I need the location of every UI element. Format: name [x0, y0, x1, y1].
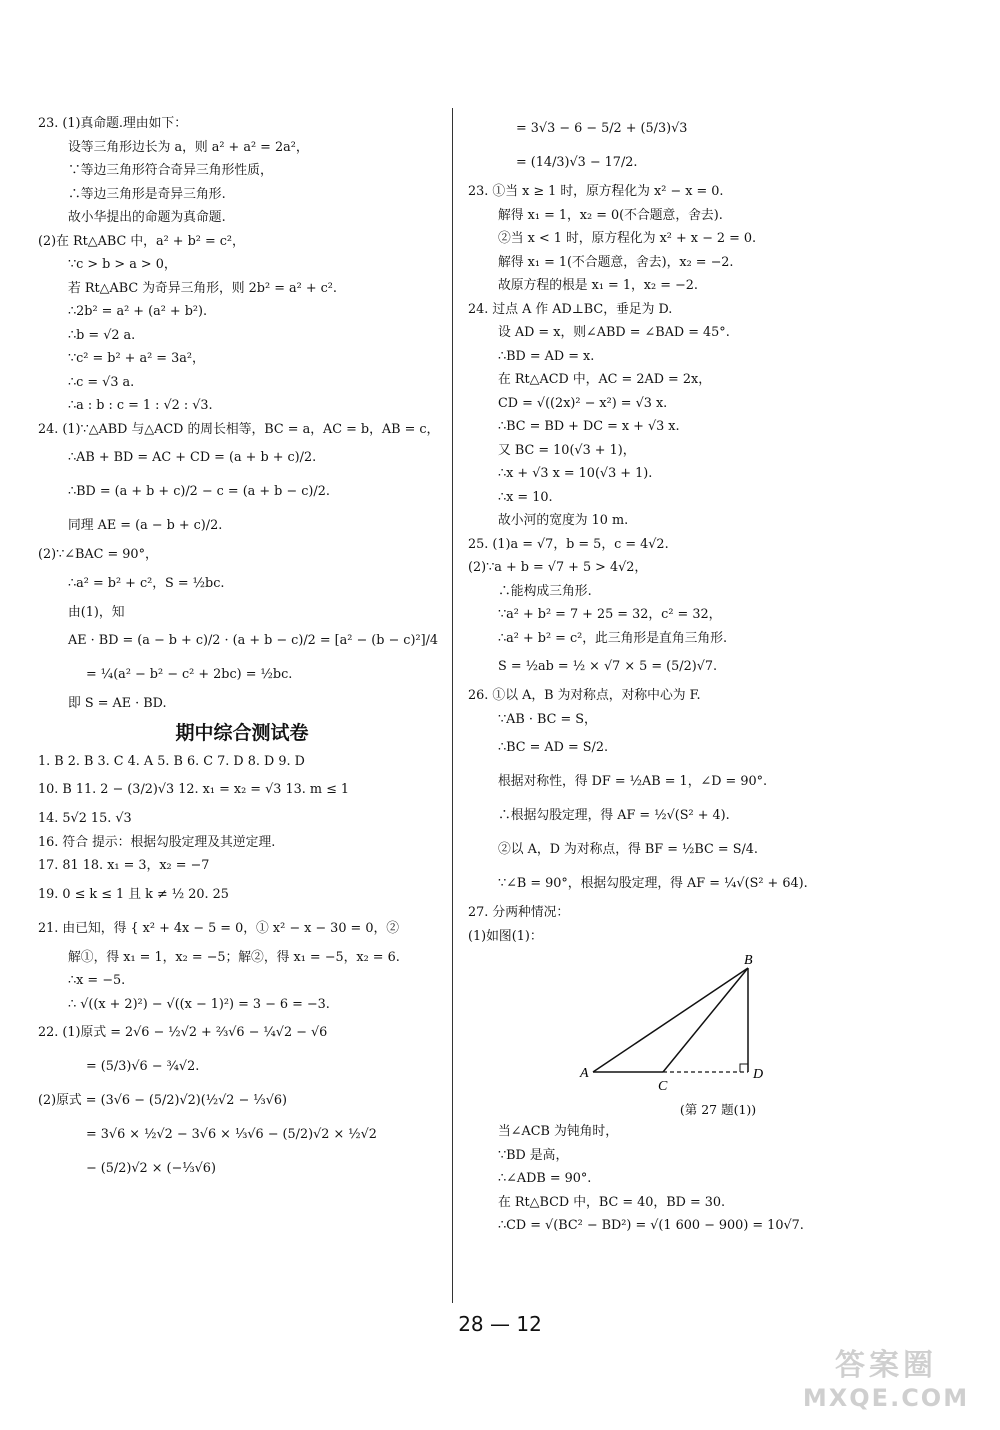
right-angle-mark: [740, 1064, 748, 1072]
text-line: ∴a : b : c = 1 : √2 : √3.: [68, 398, 213, 413]
label-d: D: [753, 1067, 764, 1082]
segment-ab: [593, 968, 748, 1072]
text-line: ∴BD = (a + b + c)/2 − c = (a + b − c)/2.: [68, 484, 330, 499]
text-line: ∴根据勾股定理，得 AF = ½√(S² + 4).: [498, 808, 730, 823]
text-line: ∴AB + BD = AC + CD = (a + b + c)/2.: [68, 450, 317, 465]
text-line: ∵BD 是高，: [498, 1147, 569, 1163]
figure-caption: (第 27 题(1)): [679, 1102, 757, 1117]
text-line: 21. 由已知，得 { x² + 4x − 5 = 0，① x² − x − 30 = 0，②: [38, 920, 400, 936]
text-line: (2)∵∠BAC = 90°，: [38, 547, 158, 562]
text-line: (1)如图(1)：: [468, 928, 543, 944]
text-line: 22. (1)原式 = 2√6 − ½√2 + ⅔√6 − ¼√2 − √6: [38, 1025, 328, 1040]
text-line: ∴CD = √(BC² − BD²) = √(1 600 − 900) = 10√7.: [498, 1218, 804, 1233]
triangle-diagram: [568, 952, 868, 1100]
text-line: 由(1)，知: [68, 604, 125, 620]
label-b: B: [744, 953, 753, 968]
text-line: 解①，得 x₁ = 1，x₂ = −5；解②，得 x₁ = −5，x₂ = 6.: [68, 949, 400, 965]
text-line: 在 Rt△BCD 中，BC = 40，BD = 30.: [498, 1194, 726, 1210]
text-line: 25. (1)a = √7，b = 5，c = 4√2.: [468, 536, 669, 552]
right-solutions: [468, 112, 968, 948]
text-line: (2)∵a + b = √7 + 5 > 4√2，: [468, 560, 648, 575]
text-line: 又 BC = 10(√3 + 1)，: [498, 442, 636, 458]
text-line: ∴BD = AD = x.: [498, 348, 595, 364]
text-line: ∴x = −5.: [68, 973, 126, 988]
text-line: 24. (1)∵△ABD 与△ACD 的周长相等，BC = a，AC = b，AB = c，: [38, 421, 440, 437]
segment-cb: [663, 968, 748, 1072]
text-line: ∴b = √2 a.: [68, 327, 136, 343]
text-line: 故小河的宽度为 10 m.: [498, 513, 629, 528]
text-line: = 3√6 × ½√2 − 3√6 × ⅓√6 − (5/2)√2 × ½√2: [86, 1127, 377, 1142]
text-line: 19. 0 ≤ k ≤ 1 且 k ≠ ½ 20. 25: [38, 886, 229, 902]
text-line: ∵a² + b² = 7 + 25 = 32，c² = 32，: [498, 607, 722, 622]
text-line: S = ½ab = ½ × √7 × 5 = (5/2)√7.: [498, 659, 718, 674]
text-line: 若 Rt△ABC 为奇异三角形，则 2b² = a² + c².: [68, 280, 337, 296]
section-title: 期中综合测试卷: [175, 721, 309, 744]
text-line: ∴x = 10.: [498, 489, 553, 505]
text-line: = (5/3)√6 − ¾√2.: [86, 1059, 200, 1074]
text-line: ∵c > b > a > 0，: [68, 257, 177, 272]
text-line: 23. ①当 x ≥ 1 时，原方程化为 x² − x = 0.: [468, 184, 724, 199]
text-line: = ¼(a² − b² − c² + 2bc) = ½bc.: [86, 667, 293, 682]
text-line: ∴a² + b² = c²，此三角形是直角三角形.: [498, 630, 728, 646]
text-line: 17. 81 18. x₁ = 3，x₂ = −7: [38, 858, 210, 873]
text-line: 1. B 2. B 3. C 4. A 5. B 6. C 7. D 8. D 9. D: [38, 753, 305, 769]
label-c: C: [658, 1079, 668, 1094]
text-line: 在 Rt△ACD 中，AC = 2AD = 2x，: [498, 372, 711, 387]
text-line: 设 AD = x，则∠ABD = ∠BAD = 45°.: [498, 325, 730, 340]
left-solutions: [38, 112, 446, 716]
page-number: 28 — 12: [458, 1312, 542, 1336]
text-line: ②以 A，D 为对称点，得 BF = ½BC = S/4.: [498, 842, 758, 857]
text-line: 即 S = AE · BD.: [68, 696, 167, 711]
text-line: 14. 5√2 15. √3: [38, 811, 132, 826]
text-line: 故原方程的根是 x₁ = 1，x₂ = −2.: [498, 278, 698, 293]
text-line: = (14/3)√3 − 17/2.: [516, 155, 638, 170]
text-line: ∴∠ADB = 90°.: [498, 1171, 592, 1186]
text-line: 16. 符合 提示：根据勾股定理及其逆定理.: [38, 834, 276, 850]
text-line: ∴ √((x + 2)²) − √((x − 1)²) = 3 − 6 = −3.: [68, 996, 330, 1012]
text-line: ∴a² = b² + c²，S = ½bc.: [68, 575, 225, 591]
right-solutions-continued: [468, 1120, 968, 1238]
text-line: ∵∠B = 90°，根据勾股定理，得 AF = ¼√(S² + 64).: [498, 876, 808, 891]
text-line: ②当 x < 1 时，原方程化为 x² + x − 2 = 0.: [498, 231, 757, 246]
text-line: ∴c = √3 a.: [68, 374, 135, 390]
text-line: ∵等边三角形符合奇异三角形性质，: [68, 163, 273, 178]
answer-key: [38, 750, 446, 1187]
text-line: 同理 AE = (a − b + c)/2.: [68, 518, 223, 533]
text-line: (2)在 Rt△ABC 中，a² + b² = c²，: [38, 233, 245, 249]
text-line: 解得 x₁ = 1(不合题意，舍去)，x₂ = −2.: [498, 254, 734, 270]
text-line: 解得 x₁ = 1，x₂ = 0(不合题意，舍去).: [498, 207, 723, 223]
text-line: 故小华提出的命题为真命题.: [68, 210, 226, 225]
text-line: 24. 过点 A 作 AD⊥BC，垂足为 D.: [468, 301, 673, 317]
left-column: [38, 112, 446, 1186]
right-column: [468, 112, 968, 1238]
watermark-logo: 答案圈 MXQE.COM: [802, 1348, 970, 1412]
figure-27: [468, 952, 968, 1120]
text-line: CD = √((2x)² − x²) = √3 x.: [498, 395, 668, 411]
text-line: 10. B 11. 2 − (3/2)√3 12. x₁ = x₂ = √3 13. m ≤ 1: [38, 782, 349, 797]
text-line: ∴2b² = a² + (a² + b²).: [68, 304, 208, 319]
text-line: ∴能构成三角形.: [498, 583, 592, 599]
text-line: − (5/2)√2 × (−⅓√6): [86, 1161, 216, 1176]
column-divider: [452, 108, 453, 1303]
text-line: 设等三角形边长为 a，则 a² + a² = 2a²，: [68, 139, 309, 155]
text-line: 当∠ACB 为钝角时，: [498, 1124, 619, 1139]
text-line: ∵AB · BC = S，: [498, 711, 597, 727]
text-line: ∴BC = BD + DC = x + √3 x.: [498, 419, 680, 434]
text-line: 26. ①以 A，B 为对称点，对称中心为 F.: [468, 688, 701, 703]
label-a: A: [580, 1066, 589, 1081]
text-line: = 3√3 − 6 − 5/2 + (5/3)√3: [516, 121, 688, 136]
text-line: ∴等边三角形是奇异三角形.: [68, 186, 226, 202]
text-line: 23. (1)真命题.理由如下：: [38, 116, 187, 131]
text-line: 27. 分两种情况：: [468, 905, 570, 920]
text-line: (2)原式 = (3√6 − (5/2)√2)(½√2 − ⅓√6): [38, 1093, 287, 1108]
text-line: ∵c² = b² + a² = 3a²，: [68, 351, 205, 366]
text-line: AE · BD = (a − b + c)/2 · (a + b − c)/2 = [a² − (b − c)²]/4: [68, 633, 439, 648]
text-line: ∴BC = AD = S/2.: [498, 740, 609, 755]
text-line: 根据对称性，得 DF = ½AB = 1，∠D = 90°.: [498, 774, 768, 789]
text-line: ∴x + √3 x = 10(√3 + 1).: [498, 466, 653, 481]
